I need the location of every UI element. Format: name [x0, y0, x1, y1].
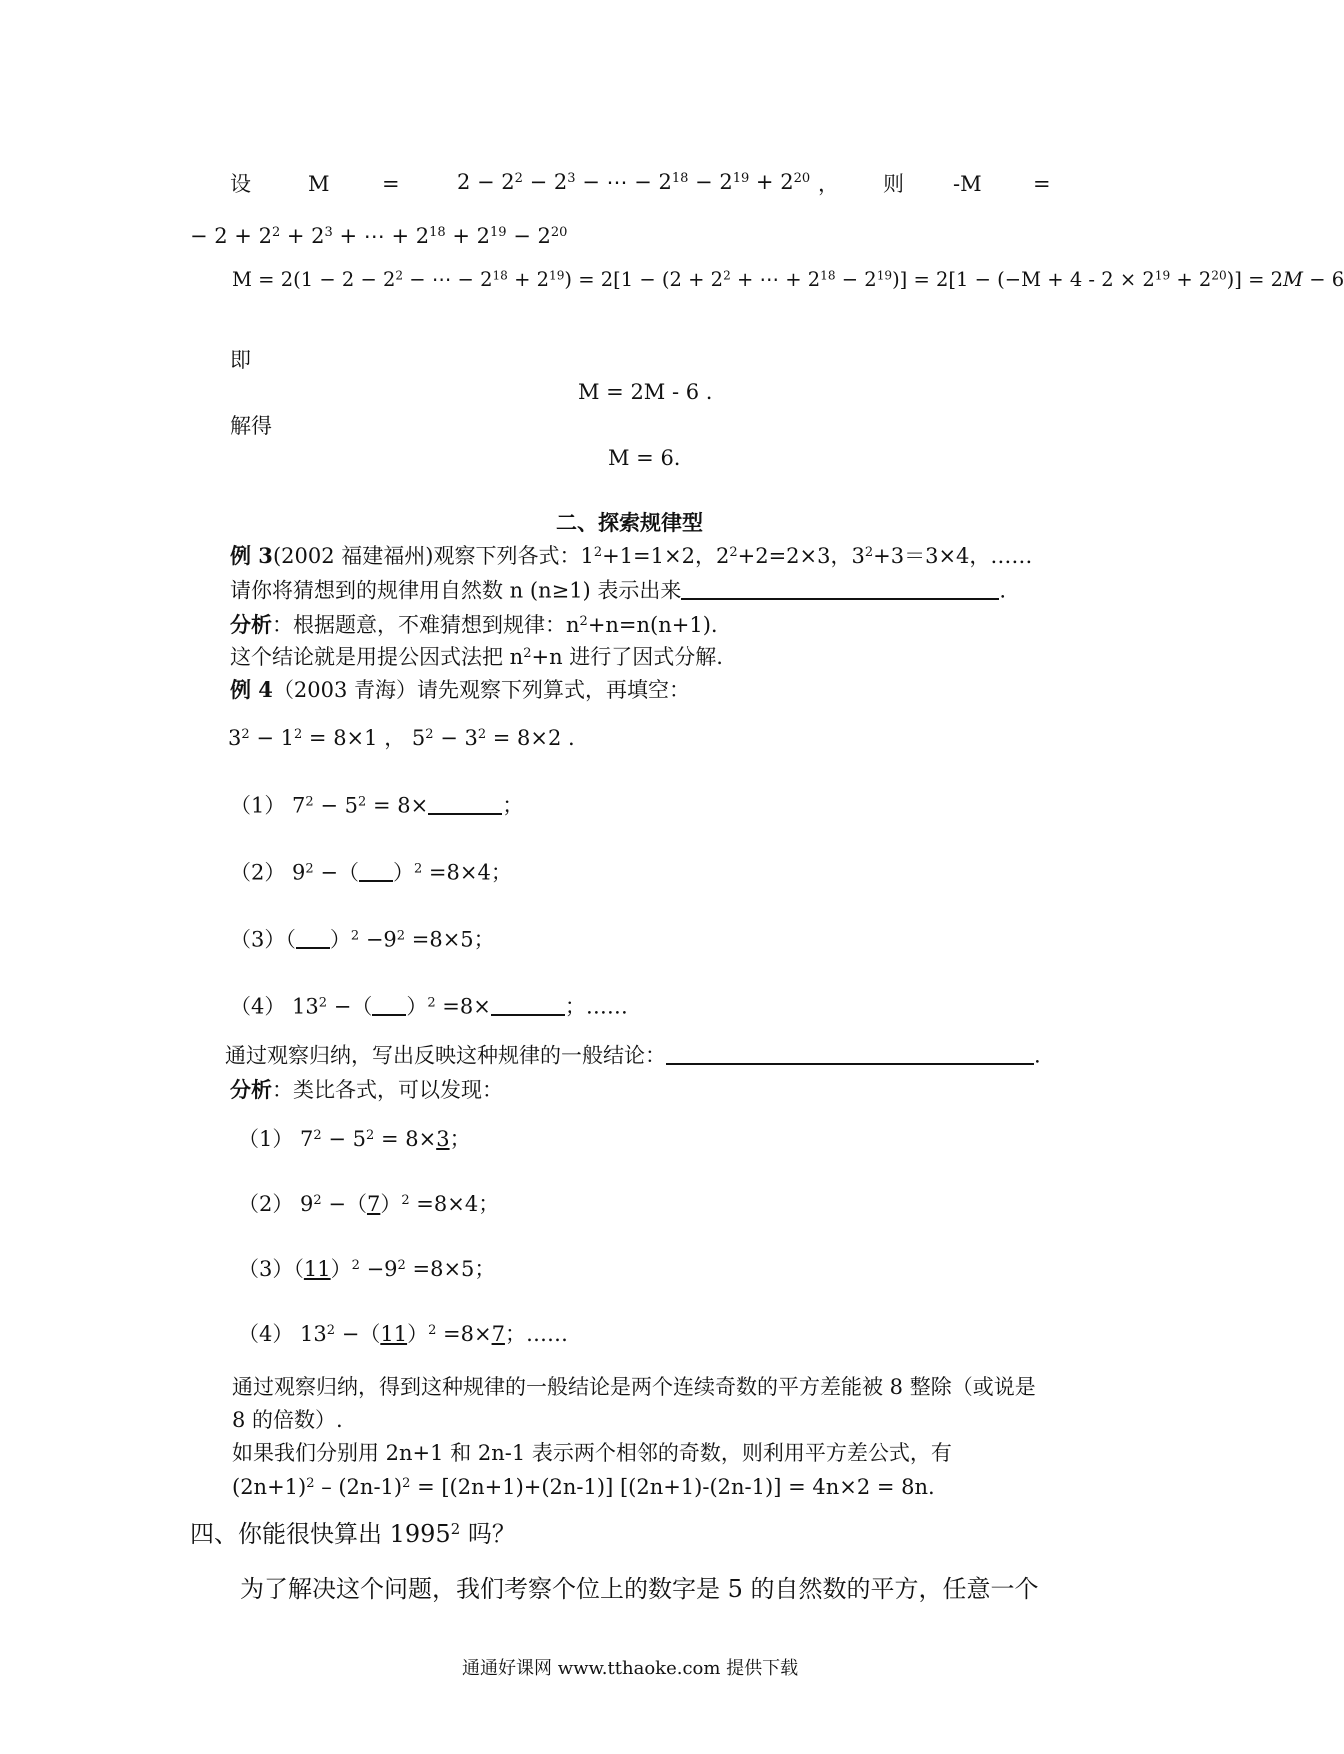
answer-blank	[296, 927, 330, 949]
answer-blank	[372, 994, 406, 1016]
question-2: （2） $9^2$ −（ ）$^2$ =8×4；	[230, 860, 512, 885]
example-3: 例 3(2002 福建福州)观察下列各式：$1^2+1=1\times 2$，$2^2+2=2\times 3$，$3^2+3=3\times 4$，……	[230, 543, 1033, 568]
equals-sign-2: =	[1033, 172, 1051, 196]
jiede-label: 解得	[230, 414, 272, 438]
analysis-3-conclusion: 这个结论就是用提公因式法把 $n^2+n$ 进行了因式分解.	[230, 645, 723, 669]
analysis-4: 分析：类比各式，可以发现：	[230, 1077, 503, 1102]
section-4-paragraph: 为了解决这个问题，我们考察个位上的数字是 5 的自然数的平方，任意一个	[240, 1575, 1039, 1603]
question-1: （1） $7^2 - 5^2 = 8\times$ ；	[230, 793, 524, 818]
answer-blank	[666, 1043, 1034, 1065]
example-3-question: 请你将猜想到的规律用自然数 n (n≥1) 表示出来 .	[230, 578, 1007, 603]
answer-2: （2） $9^2 -(7)^2 =8\times 4$；	[238, 1192, 500, 1216]
question-3: （3）（ ）$^2 -9^2 =8\times 5$；	[230, 927, 495, 952]
neg-m-symbol: -M	[953, 172, 982, 196]
general-question: 通过观察归纳，写出反映这种规律的一般结论： .	[225, 1043, 1041, 1068]
equation-m: M = 2M - 6 .	[578, 380, 713, 404]
set-label: 设	[230, 172, 251, 196]
example-4: 例 4（2003 青海）请先观察下列算式，再填空：	[230, 677, 691, 702]
answer-blank	[681, 578, 999, 600]
equals-sign: =	[382, 172, 400, 196]
neg-m-expression: − $2 + 2^2 + 2^3$ + ⋯ + $2^{18} + 2^{19} - 2^{20}$	[190, 224, 568, 248]
conclusion-line-2: 8 的倍数）.	[232, 1408, 343, 1432]
section-heading-explore: 二、探索规律型	[556, 510, 703, 535]
analysis-3: 分析：根据题意，不难猜想到规律：$n^2+n=n(n+1)$.	[230, 612, 718, 637]
difference-of-squares-formula: $(2n+1)^2 - (2n-1)^2 = [(2n+1)+(2n-1)] [(2n+1)-(2n-1)] = 4n\times 2 = 8n$.	[232, 1475, 935, 1499]
answer-blank	[428, 793, 502, 815]
page-footer: 通通好课网 www.tthaoke.com 提供下载	[462, 1658, 799, 1679]
m-expression: $2 - 2^2 - 2^3$ − ⋯ − $2^{18} - 2^{19} + 2^{20}$	[457, 170, 811, 194]
answer-blank	[491, 994, 565, 1016]
example-4-given: $3^2 - 1^2 = 8\times 1$ ， $5^2 - 3^2 = 8\times 2$ .	[228, 726, 575, 750]
m-derivation: $M = 2(1 - 2 - 2^2$ − ⋯ − $2^{18} + 2^{19}) = 2[1 - (2 + 2^2$ + ⋯ + $2^{18} - 2^{19})] = 2[1 - (-M + 4 - 2 \times 2^{19} + 2^{20})] = 2M - 6$	[232, 268, 1344, 291]
answer-4: （4） $13^2 -(11)^2 =8\times 7$；……	[238, 1322, 568, 1346]
solution-m: M = 6.	[608, 446, 681, 470]
comma: ，	[818, 172, 839, 196]
m-symbol: M	[308, 172, 330, 196]
answer-1: （1） $7^2 - 5^2 = 8\times 3$；	[238, 1127, 471, 1151]
conclusion-line-3: 如果我们分别用 2n+1 和 2n-1 表示两个相邻的奇数，则利用平方差公式，有	[232, 1441, 952, 1465]
question-4: （4） $13^2$ −（ ）$^2$ =8× ；……	[230, 994, 628, 1019]
ji-label: 即	[230, 348, 251, 372]
conclusion-line-1: 通过观察归纳，得到这种规律的一般结论是两个连续奇数的平方差能被 8 整除（或说是	[232, 1375, 1036, 1399]
answer-3: $(3)(11)^2 -9^2 =8\times 5$；	[238, 1257, 496, 1281]
then-label: 则	[883, 172, 904, 196]
section-heading-1995: 四、你能很快算出 1995$^2$ 吗？	[190, 1519, 516, 1548]
answer-blank	[359, 860, 393, 882]
